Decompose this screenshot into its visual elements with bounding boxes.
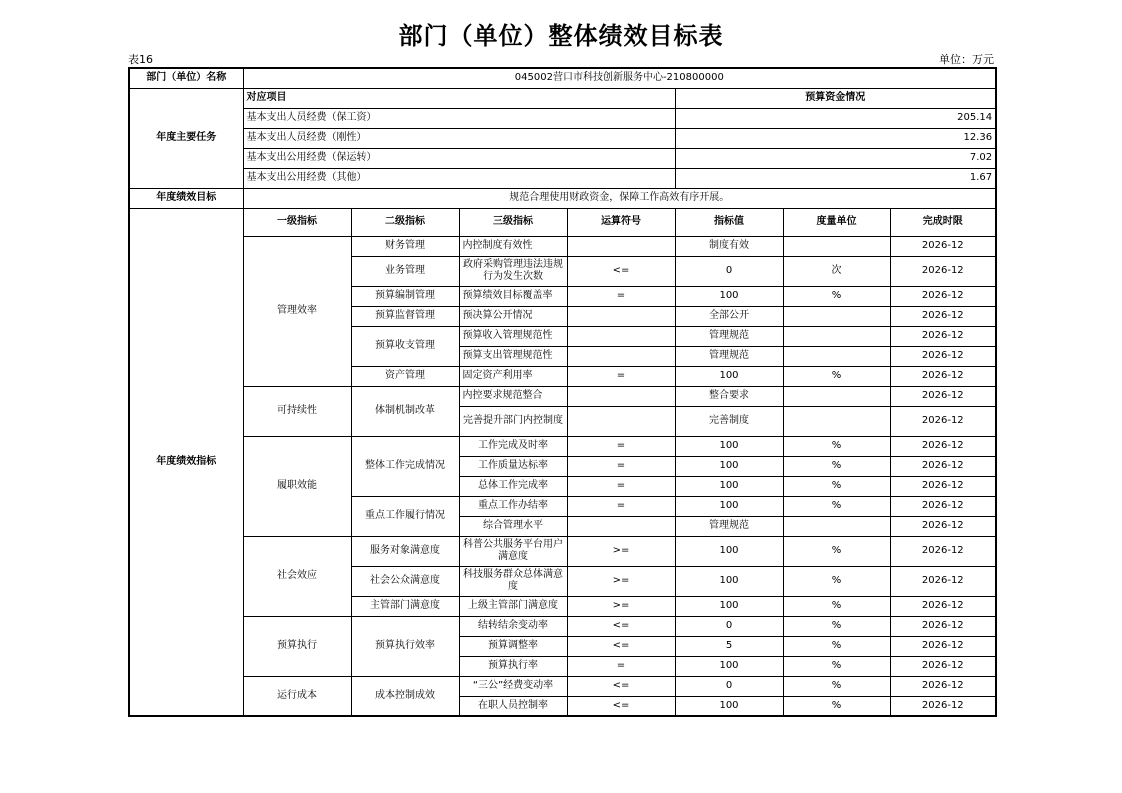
indicator-unit: % <box>783 496 890 516</box>
subgroup-label: 成本控制成效 <box>351 676 459 716</box>
indicator-name: “三公”经费变动率 <box>459 676 567 696</box>
indicator-operator: <= <box>567 636 675 656</box>
unit-prefix: 单位： <box>939 53 972 66</box>
group-label: 预算执行 <box>243 616 351 676</box>
header-level1: 一级指标 <box>243 208 351 236</box>
header-operator: 运算符号 <box>567 208 675 236</box>
group-label: 可持续性 <box>243 386 351 436</box>
indicator-operator: = <box>567 496 675 516</box>
indicator-name: 科技服务群众总体满意度 <box>459 566 567 596</box>
indicator-operator: <= <box>567 696 675 716</box>
indicator-deadline: 2026-12 <box>890 306 996 326</box>
indicator-deadline: 2026-12 <box>890 696 996 716</box>
indicator-unit <box>783 386 890 406</box>
indicator-value: 100 <box>675 456 783 476</box>
indicator-value: 100 <box>675 566 783 596</box>
indicator-name: 预决算公开情况 <box>459 306 567 326</box>
indicator-operator <box>567 406 675 436</box>
indicator-operator: <= <box>567 676 675 696</box>
indicator-operator <box>567 326 675 346</box>
indicator-operator: = <box>567 476 675 496</box>
indicator-name: 预算收入管理规范性 <box>459 326 567 346</box>
indicator-unit: % <box>783 636 890 656</box>
task-item: 基本支出人员经费（刚性） <box>243 128 675 148</box>
indicator-unit: % <box>783 366 890 386</box>
indicator-deadline: 2026-12 <box>890 436 996 456</box>
indicator-operator: = <box>567 436 675 456</box>
subgroup-label: 业务管理 <box>351 256 459 286</box>
indicator-deadline: 2026-12 <box>890 536 996 566</box>
indicator-operator: >= <box>567 596 675 616</box>
indicator-operator: = <box>567 286 675 306</box>
indicator-value: 管理规范 <box>675 516 783 536</box>
task-amount: 1.67 <box>675 168 996 188</box>
indicator-value: 100 <box>675 536 783 566</box>
performance-table <box>128 67 997 717</box>
indicator-deadline: 2026-12 <box>890 456 996 476</box>
indicator-value: 100 <box>675 596 783 616</box>
indicator-unit: % <box>783 436 890 456</box>
goal-label: 年度绩效目标 <box>129 188 243 208</box>
goal-text: 规范合理使用财政资金，保障工作高效有序开展。 <box>243 188 996 208</box>
indicator-deadline: 2026-12 <box>890 676 996 696</box>
indicator-operator: >= <box>567 536 675 566</box>
table-row <box>129 676 996 696</box>
subgroup-label: 财务管理 <box>351 236 459 256</box>
indicator-deadline: 2026-12 <box>890 496 996 516</box>
subgroup-label: 社会公众满意度 <box>351 566 459 596</box>
indicator-unit <box>783 516 890 536</box>
header-unit: 度量单位 <box>783 208 890 236</box>
group-label: 社会效应 <box>243 536 351 616</box>
task-item: 基本支出人员经费（保工资） <box>243 108 675 128</box>
task-label: 年度主要任务 <box>129 88 243 188</box>
group-label: 运行成本 <box>243 676 351 716</box>
indicator-value: 0 <box>675 616 783 636</box>
subgroup-label: 预算编制管理 <box>351 286 459 306</box>
indicator-deadline: 2026-12 <box>890 596 996 616</box>
indicator-value: 100 <box>675 436 783 456</box>
indicator-unit <box>783 306 890 326</box>
indicator-value: 100 <box>675 696 783 716</box>
table-row <box>129 436 996 456</box>
indicator-name: 完善提升部门内控制度 <box>459 406 567 436</box>
unit-value: 万元 <box>972 53 994 66</box>
indicator-unit: % <box>783 286 890 306</box>
indicator-deadline: 2026-12 <box>890 476 996 496</box>
table-row <box>129 536 996 566</box>
indicator-operator: <= <box>567 616 675 636</box>
header-value: 指标值 <box>675 208 783 236</box>
table-number: 表16 <box>128 53 153 66</box>
subgroup-label: 重点工作履行情况 <box>351 496 459 536</box>
indicator-operator <box>567 386 675 406</box>
indicator-value: 100 <box>675 496 783 516</box>
task-item-header: 对应项目 <box>243 88 675 108</box>
subgroup-label: 服务对象满意度 <box>351 536 459 566</box>
indicator-label: 年度绩效指标 <box>129 208 243 716</box>
indicator-unit: % <box>783 656 890 676</box>
indicator-value: 管理规范 <box>675 346 783 366</box>
subgroup-label: 整体工作完成情况 <box>351 436 459 496</box>
indicator-name: 政府采购管理违法违规行为发生次数 <box>459 256 567 286</box>
indicator-operator <box>567 346 675 366</box>
indicator-operator: = <box>567 456 675 476</box>
indicator-deadline: 2026-12 <box>890 516 996 536</box>
indicator-unit: % <box>783 676 890 696</box>
indicator-value: 5 <box>675 636 783 656</box>
indicator-name: 工作质量达标率 <box>459 456 567 476</box>
header-deadline: 完成时限 <box>890 208 996 236</box>
indicator-name: 预算支出管理规范性 <box>459 346 567 366</box>
indicator-deadline: 2026-12 <box>890 386 996 406</box>
indicator-operator <box>567 516 675 536</box>
indicator-name: 结转结余变动率 <box>459 616 567 636</box>
indicator-unit: % <box>783 696 890 716</box>
indicator-name: 内控制度有效性 <box>459 236 567 256</box>
indicator-deadline: 2026-12 <box>890 566 996 596</box>
indicator-deadline: 2026-12 <box>890 616 996 636</box>
task-budget-header: 预算资金情况 <box>675 88 996 108</box>
subgroup-label: 预算执行效率 <box>351 616 459 676</box>
indicator-unit: % <box>783 476 890 496</box>
indicator-deadline: 2026-12 <box>890 636 996 656</box>
indicator-unit: % <box>783 596 890 616</box>
indicator-deadline: 2026-12 <box>890 236 996 256</box>
indicator-unit <box>783 346 890 366</box>
indicator-deadline: 2026-12 <box>890 656 996 676</box>
indicator-name: 在职人员控制率 <box>459 696 567 716</box>
indicator-operator: <= <box>567 256 675 286</box>
indicator-operator <box>567 306 675 326</box>
indicator-value: 完善制度 <box>675 406 783 436</box>
indicator-value: 100 <box>675 476 783 496</box>
indicator-deadline: 2026-12 <box>890 326 996 346</box>
subgroup-label: 资产管理 <box>351 366 459 386</box>
indicator-operator: = <box>567 656 675 676</box>
task-item: 基本支出公用经费（其他） <box>243 168 675 188</box>
indicator-value: 100 <box>675 656 783 676</box>
subgroup-label: 主管部门满意度 <box>351 596 459 616</box>
indicator-name: 上级主管部门满意度 <box>459 596 567 616</box>
task-amount: 205.14 <box>675 108 996 128</box>
indicator-unit: % <box>783 536 890 566</box>
indicator-name: 固定资产利用率 <box>459 366 567 386</box>
indicator-name: 预算调整率 <box>459 636 567 656</box>
subgroup-label: 预算监督管理 <box>351 306 459 326</box>
indicator-value: 100 <box>675 286 783 306</box>
indicator-deadline: 2026-12 <box>890 366 996 386</box>
indicator-unit: 次 <box>783 256 890 286</box>
indicator-value: 管理规范 <box>675 326 783 346</box>
indicator-unit <box>783 326 890 346</box>
indicator-unit <box>783 236 890 256</box>
unit-label <box>820 51 994 67</box>
indicator-name: 内控要求规范整合 <box>459 386 567 406</box>
table-row <box>129 616 996 636</box>
header-level2: 二级指标 <box>351 208 459 236</box>
task-amount: 12.36 <box>675 128 996 148</box>
subgroup-label: 体制机制改革 <box>351 386 459 436</box>
group-label: 履职效能 <box>243 436 351 536</box>
header-level3: 三级指标 <box>459 208 567 236</box>
indicator-deadline: 2026-12 <box>890 286 996 306</box>
indicator-unit: % <box>783 456 890 476</box>
indicator-unit: % <box>783 616 890 636</box>
indicator-operator <box>567 236 675 256</box>
indicator-value: 100 <box>675 366 783 386</box>
table-row <box>129 386 996 406</box>
indicator-deadline: 2026-12 <box>890 346 996 366</box>
indicator-name: 预算绩效目标覆盖率 <box>459 286 567 306</box>
indicator-name: 重点工作办结率 <box>459 496 567 516</box>
dept-label: 部门（单位）名称 <box>129 68 243 88</box>
indicator-name: 工作完成及时率 <box>459 436 567 456</box>
page-title: 部门（单位）整体绩效目标表 <box>398 22 724 50</box>
indicator-deadline: 2026-12 <box>890 406 996 436</box>
task-item: 基本支出公用经费（保运转） <box>243 148 675 168</box>
indicator-value: 0 <box>675 256 783 286</box>
indicator-value: 整合要求 <box>675 386 783 406</box>
group-label: 管理效率 <box>243 236 351 386</box>
indicator-value: 全部公开 <box>675 306 783 326</box>
table-row <box>129 236 996 256</box>
indicator-operator: >= <box>567 566 675 596</box>
indicator-operator: = <box>567 366 675 386</box>
indicator-name: 预算执行率 <box>459 656 567 676</box>
subgroup-label: 预算收支管理 <box>351 326 459 366</box>
indicator-deadline: 2026-12 <box>890 256 996 286</box>
indicator-name: 综合管理水平 <box>459 516 567 536</box>
indicator-name: 总体工作完成率 <box>459 476 567 496</box>
indicator-value: 0 <box>675 676 783 696</box>
indicator-name: 科普公共服务平台用户满意度 <box>459 536 567 566</box>
indicator-unit <box>783 406 890 436</box>
task-amount: 7.02 <box>675 148 996 168</box>
indicator-unit: % <box>783 566 890 596</box>
dept-value: 045002营口市科技创新服务中心-210800000 <box>243 68 996 88</box>
indicator-value: 制度有效 <box>675 236 783 256</box>
